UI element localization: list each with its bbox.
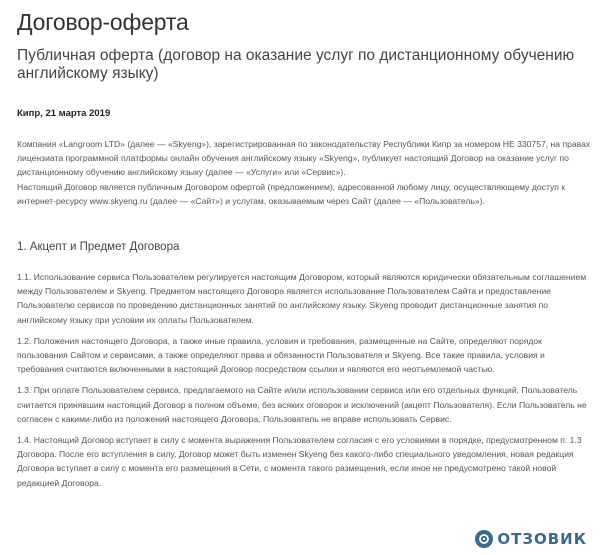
- watermark-text: ОТЗОВИК: [497, 530, 587, 548]
- section-heading: 1. Акцепт и Предмет Договора: [17, 241, 180, 254]
- page-title: Договор-оферта: [17, 9, 189, 35]
- intro-paragraph: Настоящий Договор является публичным Договором офертой (предложением), адресованной любому лицу, осуществляющему доступ к интернет-ресурсу www.skyeng.ru (далее — «Сайт») и услугам, оказываемым через Сайт (далее — «Пользователь»).: [17, 181, 566, 206]
- document-date: Кипр, 21 марта 2019: [17, 108, 111, 119]
- clause-paragraph: 1.3. При оплате Пользователем сервиса, предлагаемого на Сайте и/или использовании сервиса или его отдельных функций, Пользователь считается принявшим настоящий Договор в полном объеме, без всяких оговорок и исключений (акцепт Пользователя). Если Пользователь не согласен с какими-либо из положений настоящего Договора, Пользователь не вправе использовать Сервис.: [17, 385, 587, 424]
- document: [17, 8, 592, 490]
- clause-paragraph: 1.1. Использование сервиса Пользователем регулируется настоящим Договором, который являются юридически обязательным соглашением между Пользователем и Skyeng. Предметом настоящего Договора является использование Пользователем Сайта и предоставление Пользователю сервисов по проведению дистанционных занятий по английскому языку. Skyeng проводит дистанционные занятия по английскому языку при условии их оплаты Пользователем.: [17, 272, 587, 325]
- page-subtitle: Публичная оферта (договор на оказание услуг по дистанционному обучению английскому языку): [17, 47, 575, 82]
- otzovik-watermark: [472, 529, 590, 549]
- intro-paragraph: Компания «Langroom LTD» (далее — «Skyeng»), зарегистрированная по законодательству Республики Кипр за номером HE 330757, на правах лицензиата программной платформы онлайн обучения английскому языку «Skyeng», публикует настоящий Договор на оказание услуг по дистанционному обучению английскому языку (далее — «Услуги» или «Сервис»).: [17, 139, 591, 178]
- clause-paragraph: 1.4. Настоящий Договор вступает в силу с момента выражения Пользователем согласия с его условиями в порядке, предусмотренном п. 1.3 Договора. После его вступления в силу, Договор может быть изменен Skyeng без какого-либо специального уведомления, новая редакция Договора вступает в силу с момента его размещения в Сети, с момента такого размещения, если иное не предусмотрено такой новой редакцией Договора.: [17, 435, 582, 488]
- otzovik-logo-icon: [475, 530, 493, 548]
- clause-paragraph: 1.2. Положения настоящего Договора, а также иные правила, условия и требования, размещенные на Сайте, определяют порядок пользования Сайтом и сервисами, а также определяют права и обязанности Пользователя и Skyeng. Все такие правила, условия и требования считаются включенными в настоящий Договор посредством ссылки и являются его неотъемлемой частью.: [17, 335, 545, 375]
